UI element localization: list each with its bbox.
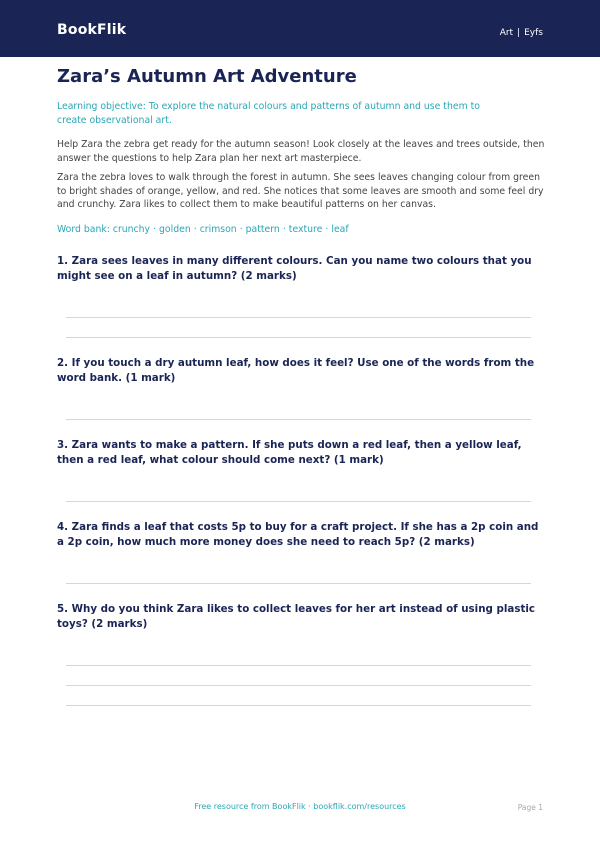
answer-line[interactable]	[66, 665, 531, 666]
word-separator: ·	[239, 224, 243, 235]
word-bank-word: leaf	[331, 224, 349, 235]
story-paragraph: Zara the zebra loves to walk through the forest in autumn. She sees leaves changing colour from green to bright shades of orange, yellow, and red. She notices that some leaves are smooth and some feel dry and crunchy. Zara likes to collect them to make beautiful patterns on her canvas.	[57, 172, 544, 210]
word-bank-word: golden	[159, 224, 191, 235]
page-header	[0, 0, 600, 57]
word-separator: ·	[153, 224, 157, 235]
word-bank-word: texture	[288, 224, 323, 235]
word-bank	[57, 224, 349, 235]
question-3: 3. Zara wants to make a pattern. If she puts down a red leaf, then a yellow leaf, then a red leaf, what colour should come next? (1 mark)	[57, 439, 522, 466]
answer-line[interactable]	[66, 501, 531, 502]
answer-line[interactable]	[66, 685, 531, 686]
brand-logo-text: BookFlik	[57, 22, 127, 38]
word-separator: ·	[193, 224, 197, 235]
footer-text: Free resource from BookFlik · bookflik.com/resources	[194, 802, 406, 811]
page-number: Page 1	[517, 803, 543, 812]
word-bank-word: crunchy	[112, 224, 151, 235]
answer-line[interactable]	[66, 337, 531, 338]
answer-line[interactable]	[66, 583, 531, 584]
word-bank-label: Word bank:	[57, 224, 110, 235]
word-separator: ·	[282, 224, 286, 235]
subject-tags	[500, 28, 543, 38]
word-bank-word: crimson	[199, 224, 237, 235]
answer-line[interactable]	[66, 419, 531, 420]
intro-paragraph: Help Zara the zebra get ready for the autumn season! Look closely at the leaves and trees outside, then answer the questions to help Zara plan her next art masterpiece.	[57, 139, 545, 164]
level-tag: Eyfs	[524, 28, 543, 38]
page-title: Zara’s Autumn Art Adventure	[57, 66, 357, 87]
question-5: 5. Why do you think Zara likes to collect leaves for her art instead of using plastic toys? (2 marks)	[57, 603, 536, 630]
question-4: 4. Zara finds a leaf that costs 5p to buy for a craft project. If she has a 2p coin and a 2p coin, how much more money does she need to reach 5p? (2 marks)	[57, 521, 539, 548]
learning-objective: Learning objective: To explore the natural colours and patterns of autumn and use them to create observational art.	[57, 101, 480, 126]
word-separator: ·	[325, 224, 329, 235]
question-2: 2. If you touch a dry autumn leaf, how does it feel? Use one of the words from the word bank. (1 mark)	[57, 357, 535, 384]
answer-line[interactable]	[66, 317, 531, 318]
answer-line[interactable]	[66, 705, 531, 706]
subject-tag: Art	[499, 28, 514, 38]
word-bank-word: pattern	[245, 224, 280, 235]
question-1: 1. Zara sees leaves in many different colours. Can you name two colours that you might see on a leaf in autumn? (2 marks)	[57, 255, 532, 282]
tag-separator: |	[517, 28, 521, 38]
